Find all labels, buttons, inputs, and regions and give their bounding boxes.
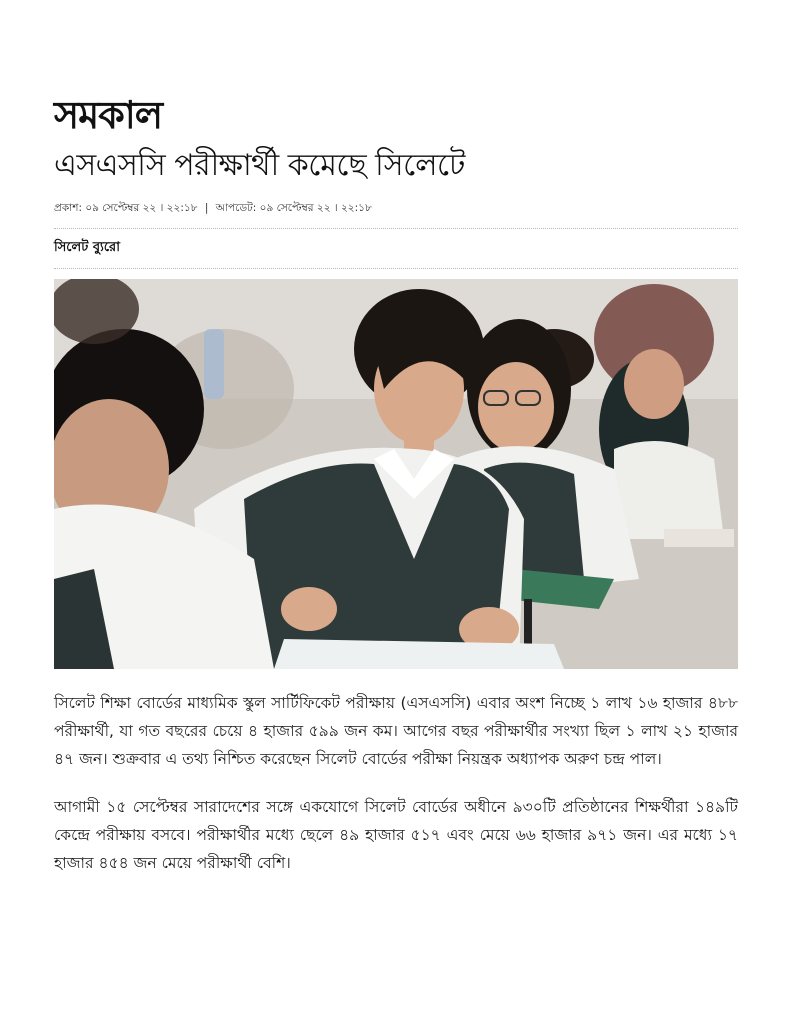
article-body xyxy=(54,689,738,877)
masthead-logo[interactable]: সমকাল xyxy=(54,92,163,137)
author-byline: সিলেট ব্যুরো xyxy=(54,240,120,255)
article xyxy=(54,92,738,877)
article-photo xyxy=(54,279,738,669)
divider-bottom xyxy=(54,268,738,269)
article-headline: এসএসসি পরীক্ষার্থী কমেছে সিলেটে xyxy=(54,148,465,183)
meta-separator: | xyxy=(204,202,209,214)
updated-date: আপডেট: ০৯ সেপ্টেম্বর ২২ । ২২:১৮ xyxy=(215,202,372,214)
paragraph-1: সিলেট শিক্ষা বোর্ডের মাধ্যমিক স্কুল সার্টিফিকেট পরীক্ষায় (এসএসসি) এবার অংশ নিচ্ছে ১ লাখ ১৬ হাজার ৪৮৮ পরীক্ষার্থী, যা গত বছরের চেয়ে ৪ হাজার ৫৯৯ জন কম। আগের বছর পরীক্ষার্থীর সংখ্যা ছিল ১ লাখ ২১ হাজার ৪৭ জন। শুক্রবার এ তথ্য নিশ্চিত করেছেন সিলেট বোর্ডের পরীক্ষা নিয়ন্ত্রক অধ্যাপক অরুণ চন্দ্র পাল। xyxy=(54,694,738,768)
photo-exam-students-icon xyxy=(54,279,738,669)
article-meta xyxy=(54,200,738,216)
paragraph-2: আগামী ১৫ সেপ্টেম্বর সারাদেশের সঙ্গে একযোগে সিলেট বোর্ডের অধীনে ৯৩০টি প্রতিষ্ঠানের শিক্ষর্থীরা ১৪৯টি কেন্দ্রে পরীক্ষায় বসবে। পরীক্ষার্থীর মধ্যে ছেলে ৪৯ হাজার ৫১৭ এবং মেয়ে ৬৬ হাজার ৯৭১ জন। এর মধ্যে ১৭ হাজার ৪৫৪ জন মেয়ে পরীক্ষার্থী বেশি। xyxy=(54,798,738,872)
published-date: প্রকাশ: ০৯ সেপ্টেম্বর ২২ । ২২:১৮ xyxy=(54,202,198,214)
